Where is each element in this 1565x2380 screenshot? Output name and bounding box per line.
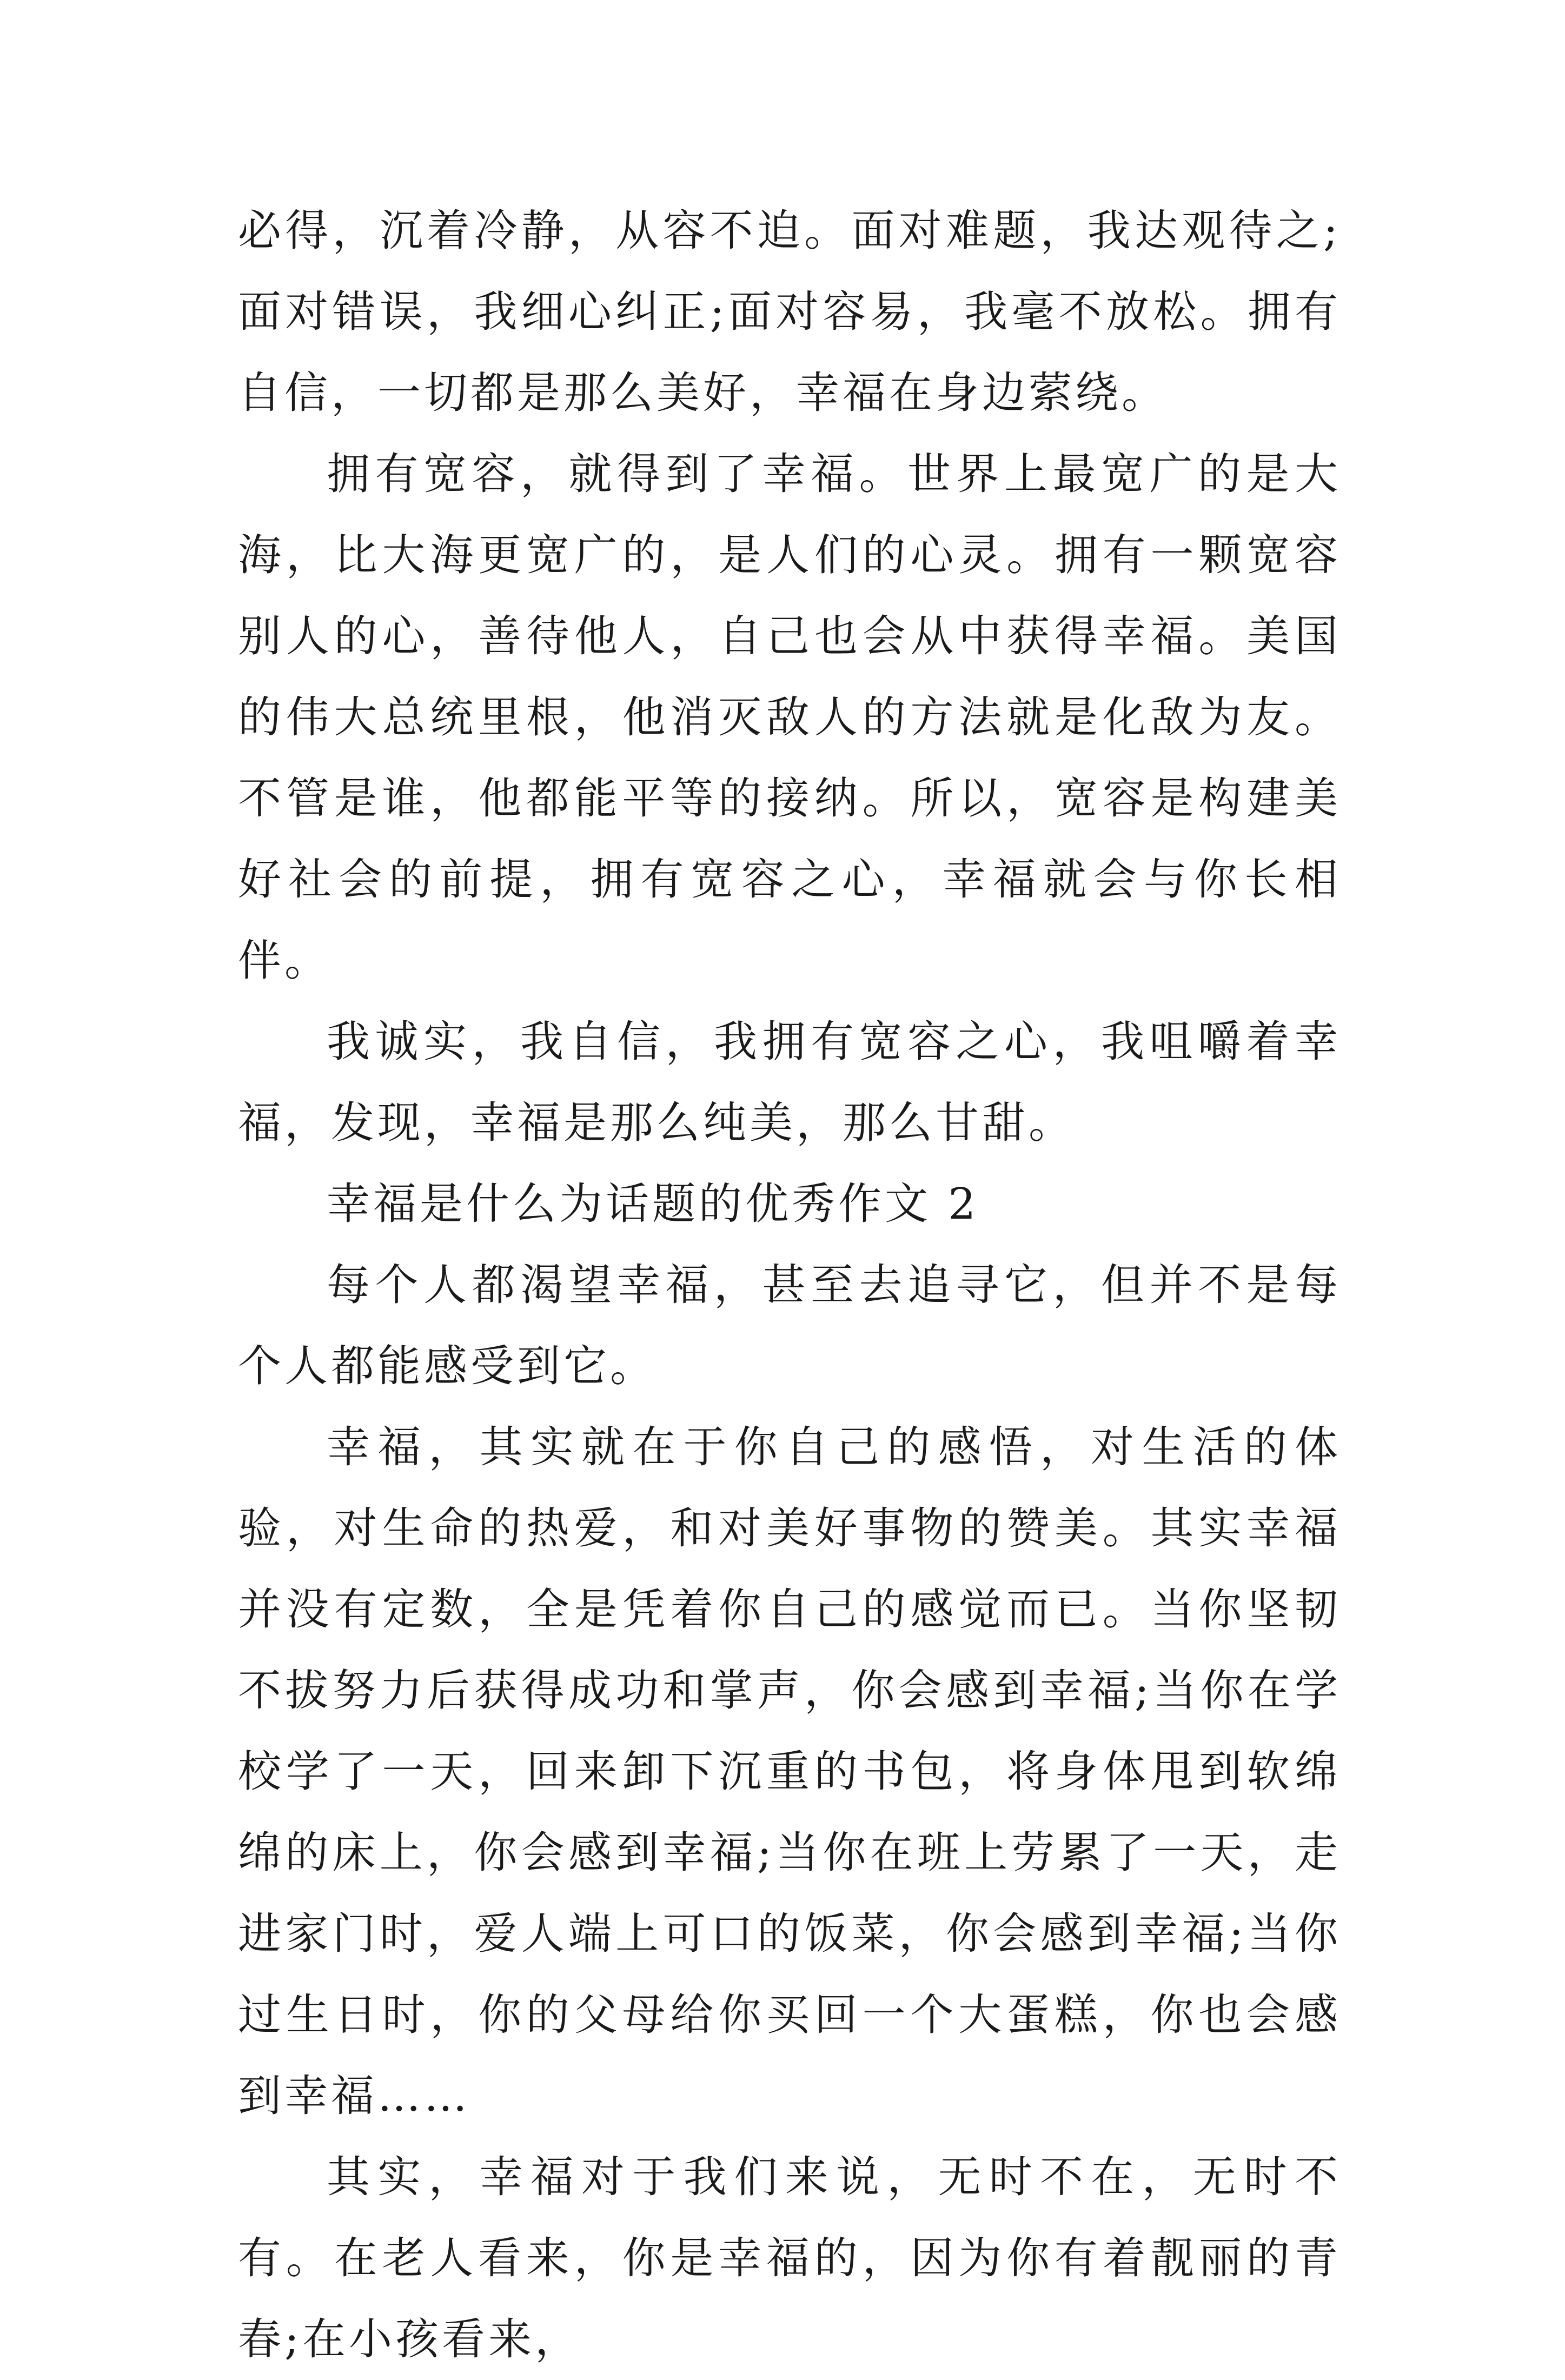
paragraph: 必得，沉着冷静，从容不迫。面对难题，我达观待之;面对错误，我细心纠正;面对容易，我毫不放松。拥有自信，一切都是那么美好，幸福在身边萦绕。	[238, 205, 1341, 418]
paragraph: 每个人都渴望幸福，甚至去追寻它，但并不是每个人都能感受到它。	[238, 1260, 1341, 1391]
paragraph: 我诚实，我自信，我拥有宽容之心，我咀嚼着幸福，发现，幸福是那么纯美，那么甘甜。	[238, 1016, 1341, 1148]
paragraph: 拥有宽容，就得到了幸福。世界上最宽广的是大海，比大海更宽广的，是人们的心灵。拥有一颗宽容别人的心，善待他人，自己也会从中获得幸福。美国的伟大总统里根，他消灭敌人的方法就是化敌为友。不管是谁，他都能平等的接纳。所以，宽容是构建美好社会的前提，拥有宽容之心，幸福就会与你长相伴。	[238, 449, 1341, 986]
document-body	[238, 190, 1341, 2380]
paragraph: 幸福，其实就在于你自己的感悟，对生活的体验，对生命的热爱，和对美好事物的赞美。其实幸福并没有定数，全是凭着你自己的感觉而已。当你坚韧不拔努力后获得成功和掌声，你会感到幸福;当你在学校学了一天，回来卸下沉重的书包，将身体甩到软绵绵的床上，你会感到幸福;当你在班上劳累了一天，走进家门时，爱人端上可口的饭菜，你会感到幸福;当你过生日时，你的父母给你买回一个大蛋糕，你也会感到幸福……	[238, 1422, 1341, 2121]
section-heading: 幸福是什么为话题的优秀作文 2	[327, 1179, 979, 1229]
paragraph: 其实，幸福对于我们来说，无时不在，无时不有。在老人看来，你是幸福的，因为你有着靓丽的青春;在小孩看来，	[238, 2152, 1341, 2364]
